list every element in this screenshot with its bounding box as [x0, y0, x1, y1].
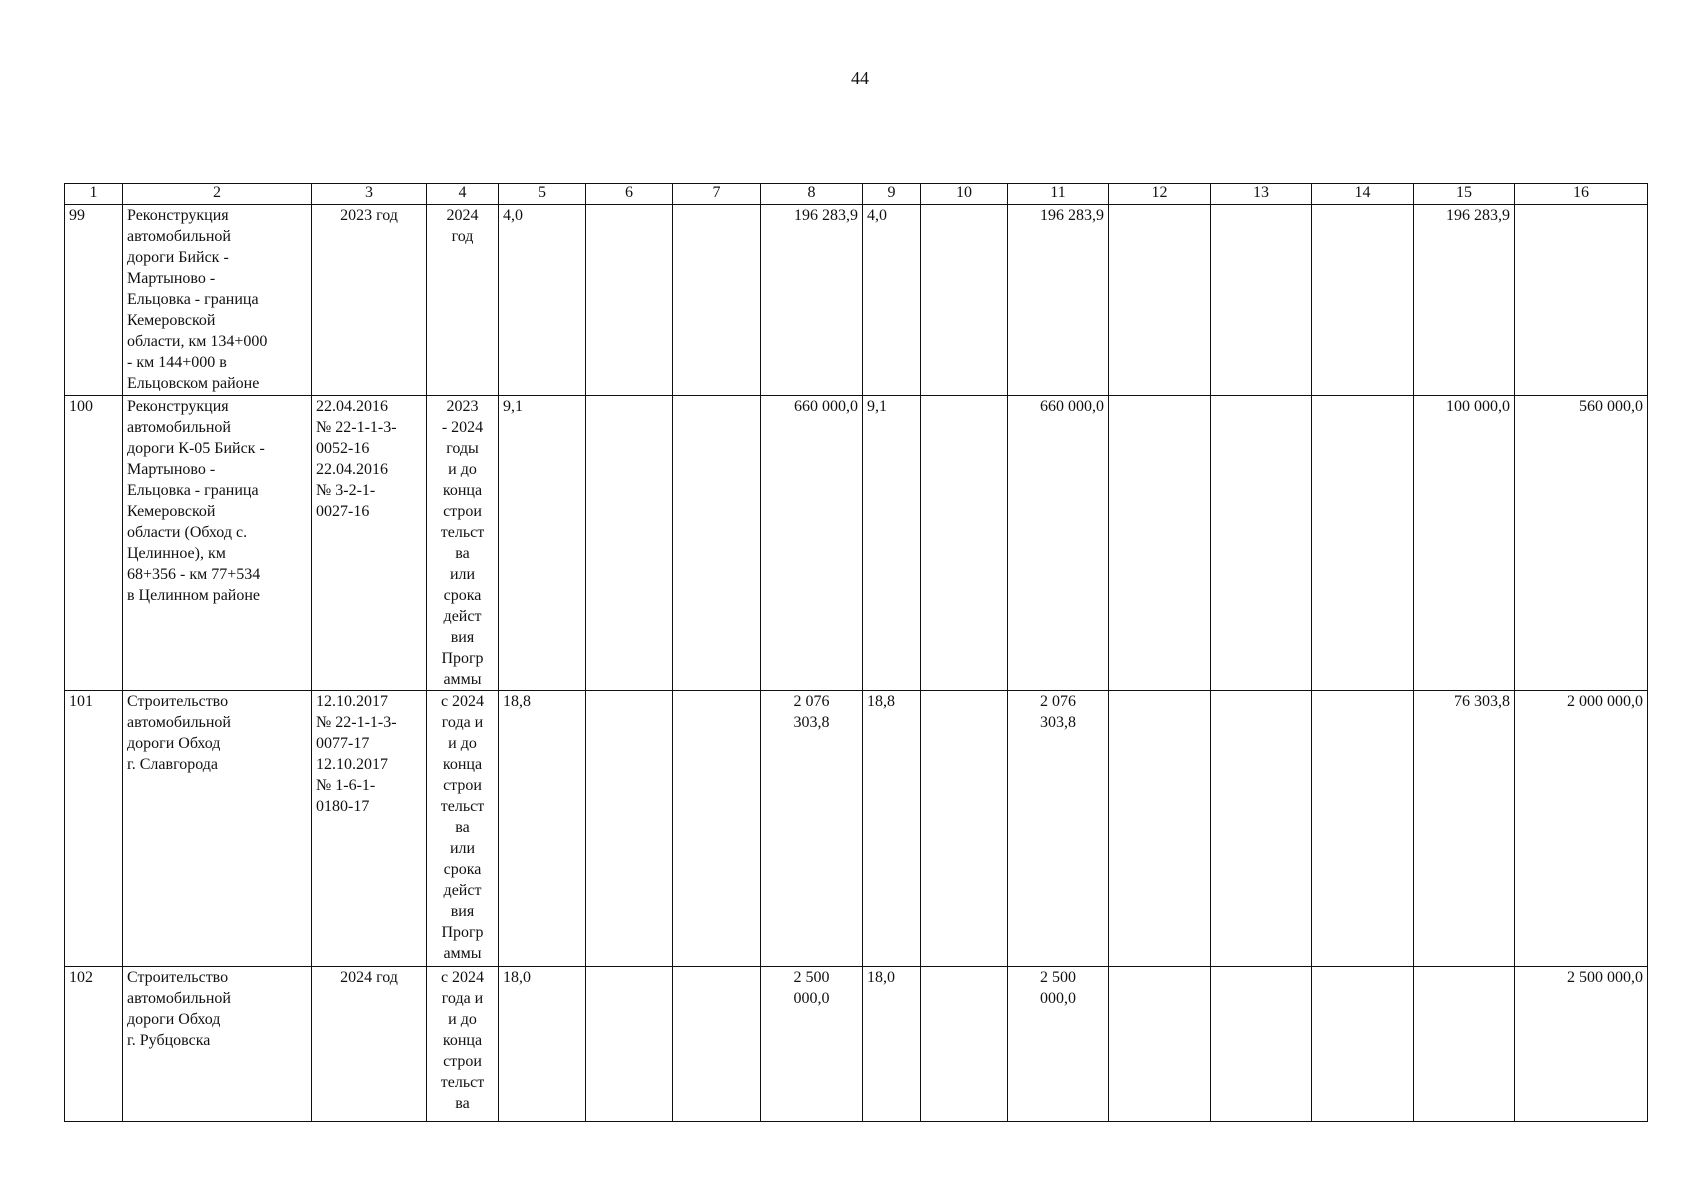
cell-16: 2 500 000,0	[1515, 967, 1648, 1122]
cell-13	[1211, 691, 1312, 967]
period: 2024 год	[427, 205, 499, 396]
cell-12	[1109, 396, 1211, 691]
col-header-8: 8	[761, 184, 863, 205]
cell-10	[921, 691, 1008, 967]
table-row	[65, 691, 1648, 967]
investment-table	[64, 183, 1648, 1122]
cell-5: 4,0	[499, 205, 586, 396]
period: с 2024 года и и до конца строи тельст ва или срока дейст вия Прогр аммы	[427, 691, 499, 967]
cell-8: 2 076 303,8	[761, 691, 863, 967]
cell-11: 2 500 000,0	[1008, 967, 1109, 1122]
approval-date: 12.10.2017 № 22-1-1-3- 0077-17 12.10.2017 № 1-6-1- 0180-17	[312, 691, 427, 967]
cell-9: 18,0	[863, 967, 921, 1122]
col-header-9: 9	[863, 184, 921, 205]
approval-date: 2023 год	[312, 205, 427, 396]
cell-7	[673, 691, 761, 967]
cell-12	[1109, 967, 1211, 1122]
cell-10	[921, 396, 1008, 691]
col-header-16: 16	[1515, 184, 1648, 205]
object-name: Реконструкция автомобильной дороги Бийск - Мартыново - Ельцовка - граница Кемеровской области, км 134+000 - км 144+000 в Ельцовском районе	[123, 205, 312, 396]
col-header-1: 1	[65, 184, 123, 205]
cell-13	[1211, 205, 1312, 396]
cell-16: 560 000,0	[1515, 396, 1648, 691]
cell-9: 18,8	[863, 691, 921, 967]
object-name: Реконструкция автомобильной дороги К-05 Бийск - Мартыново - Ельцовка - граница Кемеровской области (Обход с. Целинное), км 68+356 - км 77+534 в Целинном районе	[123, 396, 312, 691]
cell-5: 18,8	[499, 691, 586, 967]
table-row	[65, 967, 1648, 1122]
cell-14	[1312, 967, 1414, 1122]
period: с 2024 года и и до конца строи тельст ва	[427, 967, 499, 1122]
col-header-2: 2	[123, 184, 312, 205]
cell-16	[1515, 205, 1648, 396]
cell-12	[1109, 205, 1211, 396]
cell-15: 196 283,9	[1414, 205, 1515, 396]
cell-8: 196 283,9	[761, 205, 863, 396]
cell-11: 196 283,9	[1008, 205, 1109, 396]
cell-7	[673, 205, 761, 396]
cell-5: 9,1	[499, 396, 586, 691]
cell-15: 76 303,8	[1414, 691, 1515, 967]
row-number: 101	[65, 691, 123, 967]
cell-6	[586, 967, 673, 1122]
cell-7	[673, 967, 761, 1122]
col-header-12: 12	[1109, 184, 1211, 205]
col-header-5: 5	[499, 184, 586, 205]
approval-date: 22.04.2016 № 22-1-1-3- 0052-16 22.04.2016 № 3-2-1- 0027-16	[312, 396, 427, 691]
cell-9: 9,1	[863, 396, 921, 691]
cell-16: 2 000 000,0	[1515, 691, 1648, 967]
cell-10	[921, 967, 1008, 1122]
cell-13	[1211, 396, 1312, 691]
page-number: 44	[851, 68, 869, 88]
object-name: Строительство автомобильной дороги Обход г. Рубцовска	[123, 967, 312, 1122]
cell-6	[586, 691, 673, 967]
cell-15: 100 000,0	[1414, 396, 1515, 691]
row-number: 100	[65, 396, 123, 691]
col-header-13: 13	[1211, 184, 1312, 205]
table-row	[65, 205, 1648, 396]
cell-13	[1211, 967, 1312, 1122]
row-number: 99	[65, 205, 123, 396]
period: 2023 - 2024 годы и до конца строи тельст ва или срока дейст вия Прогр аммы	[427, 396, 499, 691]
cell-12	[1109, 691, 1211, 967]
cell-9: 4,0	[863, 205, 921, 396]
cell-14	[1312, 396, 1414, 691]
col-header-11: 11	[1008, 184, 1109, 205]
cell-7	[673, 396, 761, 691]
cell-6	[586, 396, 673, 691]
cell-5: 18,0	[499, 967, 586, 1122]
cell-10	[921, 205, 1008, 396]
table-row	[65, 396, 1648, 691]
approval-date: 2024 год	[312, 967, 427, 1122]
col-header-6: 6	[586, 184, 673, 205]
col-header-15: 15	[1414, 184, 1515, 205]
col-header-7: 7	[673, 184, 761, 205]
cell-11: 660 000,0	[1008, 396, 1109, 691]
header-row	[65, 184, 1648, 205]
cell-11: 2 076 303,8	[1008, 691, 1109, 967]
object-name: Строительство автомобильной дороги Обход г. Славгорода	[123, 691, 312, 967]
cell-6	[586, 205, 673, 396]
col-header-10: 10	[921, 184, 1008, 205]
cell-8: 2 500 000,0	[761, 967, 863, 1122]
col-header-3: 3	[312, 184, 427, 205]
col-header-4: 4	[427, 184, 499, 205]
cell-8: 660 000,0	[761, 396, 863, 691]
col-header-14: 14	[1312, 184, 1414, 205]
row-number: 102	[65, 967, 123, 1122]
cell-14	[1312, 205, 1414, 396]
cell-15	[1414, 967, 1515, 1122]
cell-14	[1312, 691, 1414, 967]
